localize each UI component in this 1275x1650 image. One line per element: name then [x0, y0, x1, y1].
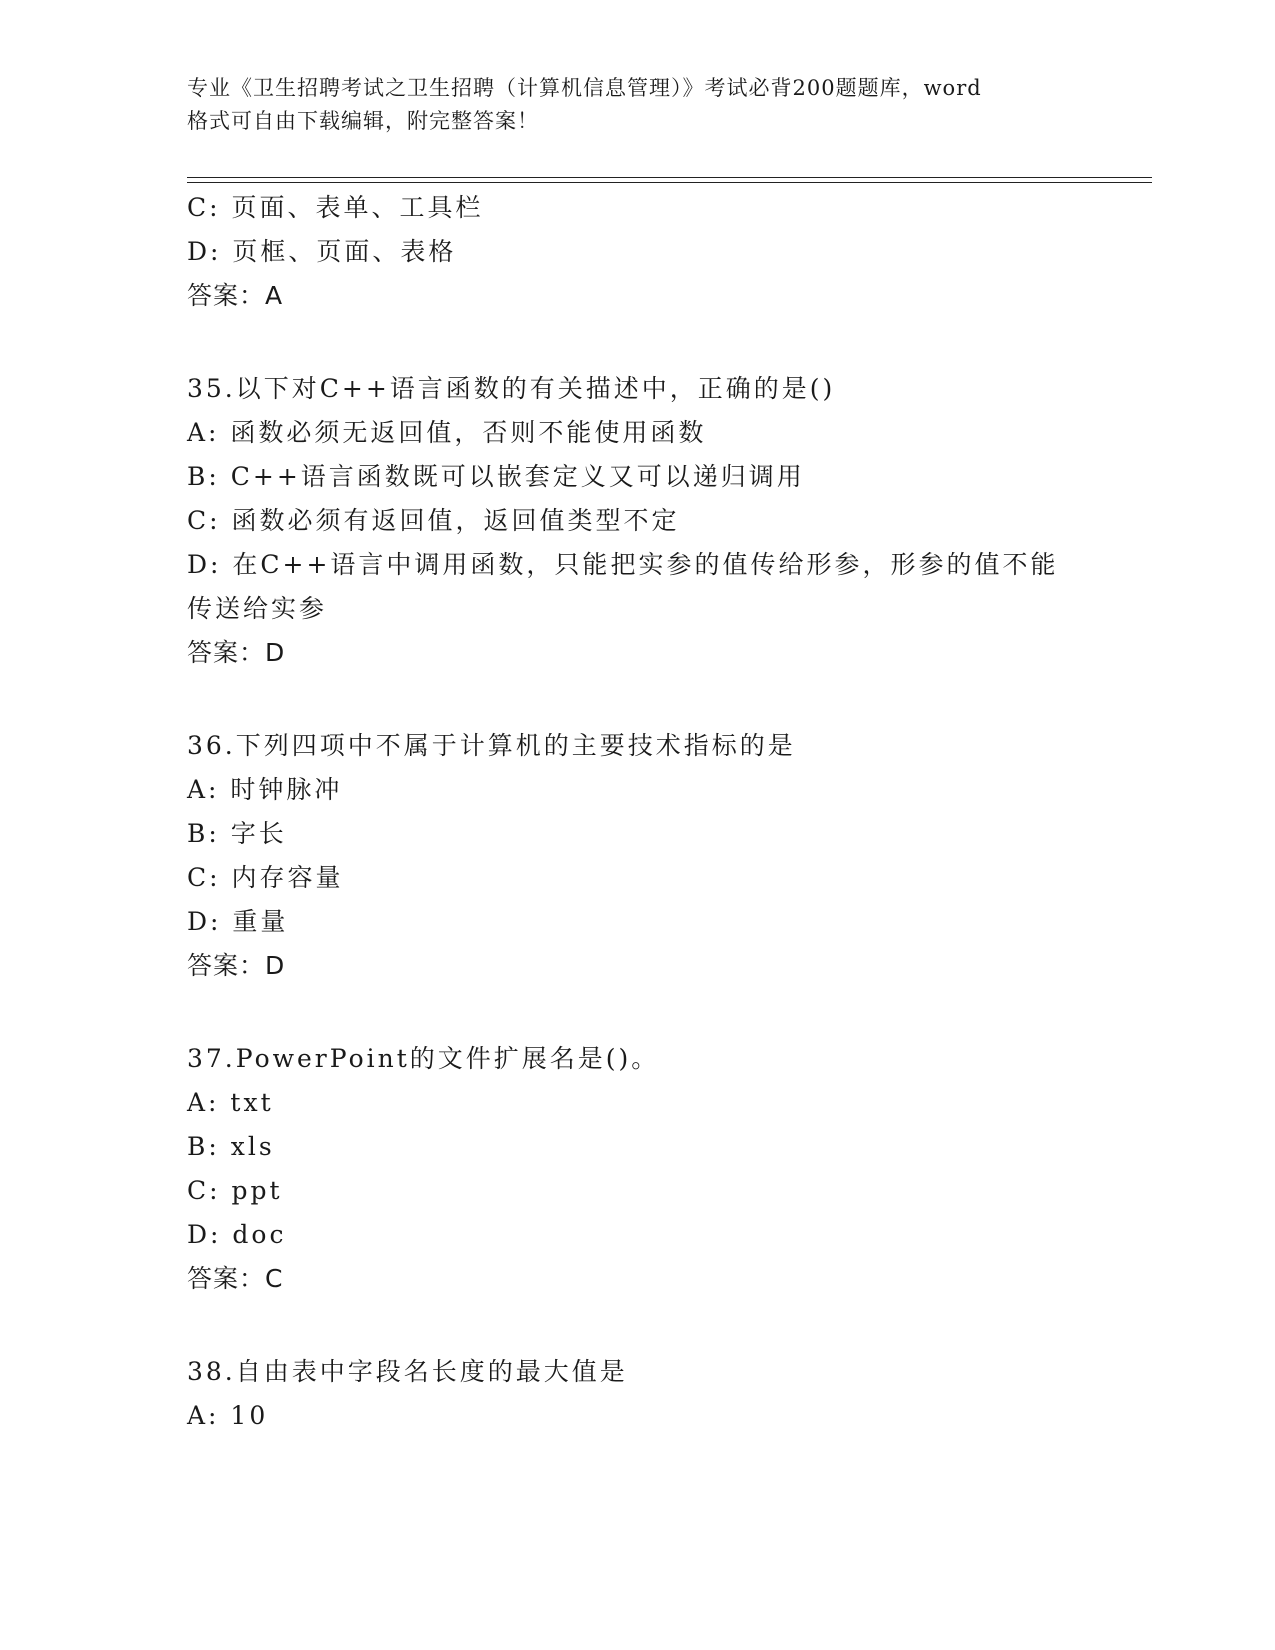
document-header	[187, 72, 1087, 138]
q37-question: 37.PowerPoint的文件扩展名是()。	[187, 1044, 660, 1073]
q35-question: 35.以下对C++语言函数的有关描述中，正确的是()	[187, 374, 836, 403]
q35-option-d: D: 在C++语言中调用函数，只能把实参的值传给形参，形参的值不能	[187, 550, 1059, 579]
q34-option-d: D: 页框、页面、表格	[187, 237, 457, 266]
q35-option-c: C: 函数必须有返回值，返回值类型不定	[187, 506, 680, 535]
q36-option-d: D: 重量	[187, 907, 289, 936]
q37-option-b: B: xls	[187, 1132, 275, 1161]
header-line-2: 格式可自由下载编辑，附完整答案！	[187, 109, 539, 133]
q35-answer: 答案：D	[187, 638, 286, 667]
q35-option-a: A: 函数必须无返回值，否则不能使用函数	[187, 418, 707, 447]
q36-option-a: A: 时钟脉冲	[187, 775, 343, 804]
q37-option-d: D: doc	[187, 1220, 287, 1249]
q37-option-c: C: ppt	[187, 1176, 283, 1205]
q37-option-a: A: txt	[187, 1088, 274, 1117]
q36-answer: 答案：D	[187, 951, 286, 980]
header-line-1: 专业《卫生招聘考试之卫生招聘（计算机信息管理）》考试必背200题题库，word	[187, 76, 982, 100]
q38-question: 38.自由表中字段名长度的最大值是	[187, 1357, 628, 1386]
q38-option-a: A: 10	[187, 1401, 269, 1430]
q35-option-d-continued: 传送给实参	[187, 594, 328, 623]
q36-question: 36.下列四项中不属于计算机的主要技术指标的是	[187, 731, 796, 760]
q36-option-c: C: 内存容量	[187, 863, 344, 892]
q36-option-b: B: 字长	[187, 819, 287, 848]
q34-answer: 答案：A	[187, 281, 284, 310]
q35-option-b: B: C++语言函数既可以嵌套定义又可以递归调用	[187, 462, 805, 491]
header-divider-top	[187, 177, 1152, 178]
header-divider-bottom	[187, 182, 1152, 183]
q34-option-c: C: 页面、表单、工具栏	[187, 193, 484, 222]
q37-answer: 答案：C	[187, 1264, 284, 1293]
